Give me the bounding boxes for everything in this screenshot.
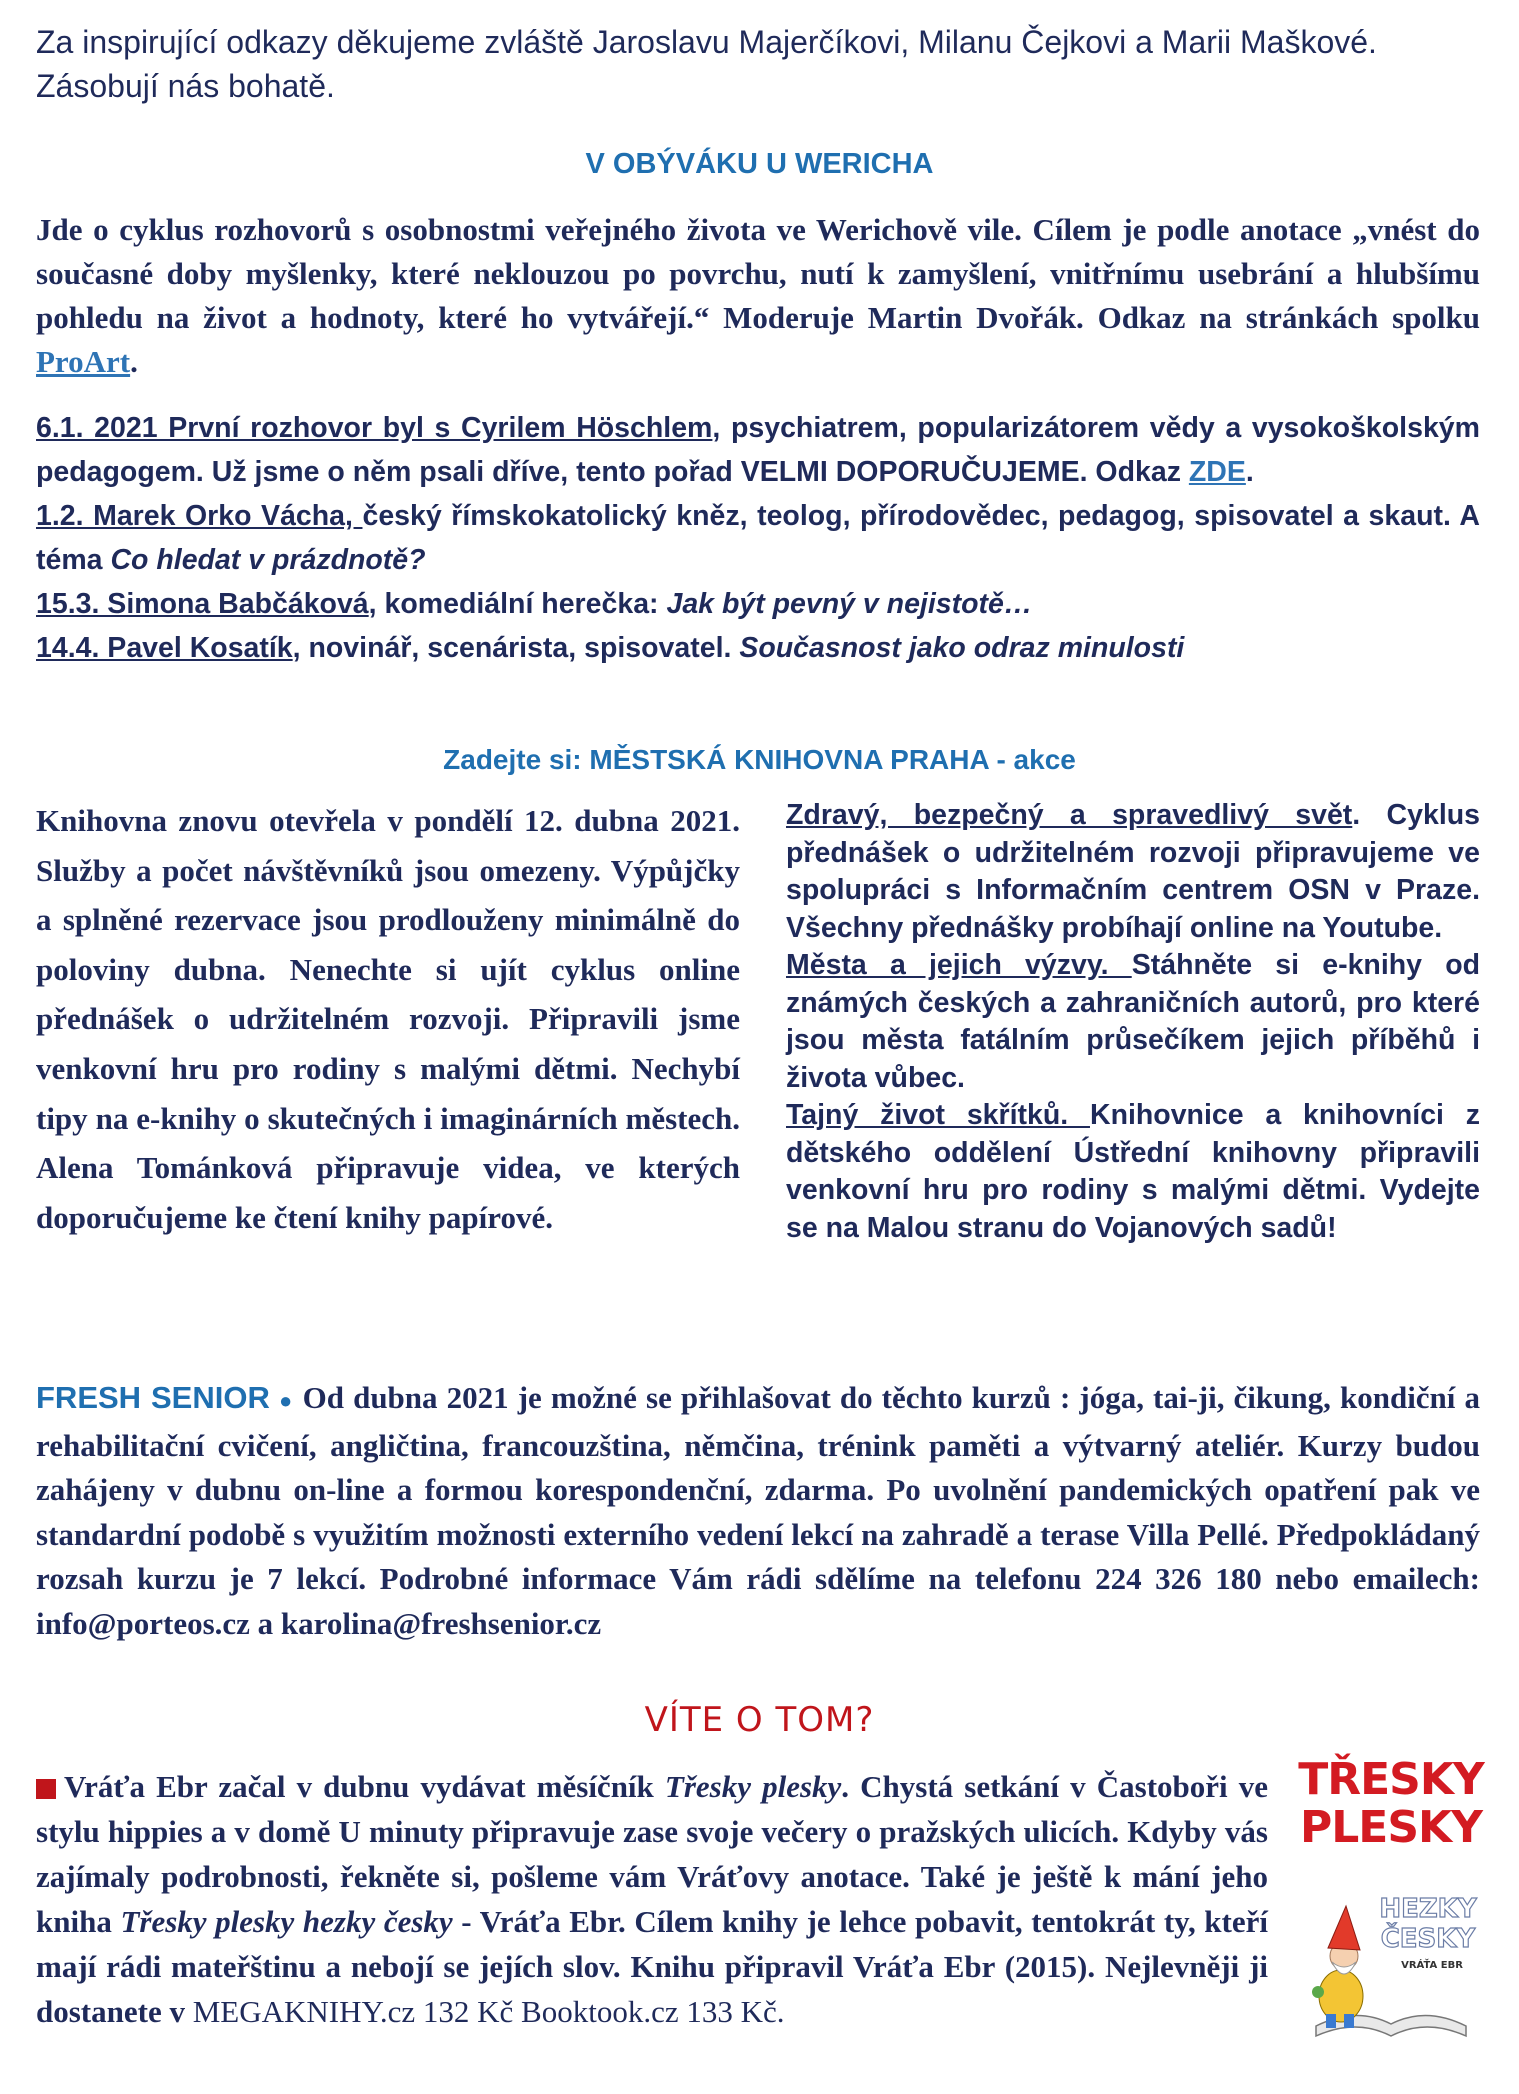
vite-prices: MEGAKNIHY.cz 132 Kč Booktook.cz 133 Kč.: [192, 1994, 785, 2029]
thanks-paragraph: [36, 20, 1476, 108]
book-author: VRÁŤA EBR: [1401, 1960, 1463, 1971]
program-title: Města a jejich výzvy.: [786, 949, 1132, 981]
fresh-senior-label: FRESH SENIOR: [36, 1380, 270, 1415]
proart-link[interactable]: ProArt: [36, 344, 131, 379]
event-item: [36, 494, 1480, 582]
event-date-name: 15.3. Simona Babčáková: [36, 588, 369, 620]
vite-paragraph: [36, 1764, 1268, 2034]
library-heading: Zadejte si: MĚSTSKÁ KNIHOVNA PRAHA - akce: [443, 744, 1076, 775]
tresky-plesky-logo: [1298, 1756, 1484, 1852]
event-date-name: 6.1. 2021 První rozhovor byl s Cyrilem Höschlem: [36, 412, 713, 444]
vite-title-2: Třesky plesky hezky česky: [120, 1904, 453, 1939]
event-item: [36, 406, 1480, 494]
werich-intro-end: .: [130, 344, 138, 379]
event-item: [36, 626, 1480, 670]
event-date-name: 14.4. Pavel Kosatík: [36, 632, 293, 664]
program-text: Knihovnice a knihovníci z dětského oddělení Ústřední knihovny připravili venkovní hru pro rodiny s malými dětmi. Vydejte se na Malou stranu do Vojanových sadů!: [786, 1099, 1480, 1244]
werich-intro: [36, 208, 1480, 384]
vite-title-1: Třesky plesky: [664, 1769, 842, 1804]
logo-line-1: TŘESKY: [1298, 1754, 1484, 1805]
vite-text-2: . Chystá setkání v Častoboři ve stylu hippies a v domě U minuty připravuje zase svoje večery o pražských ulicích. Kdyby vás zajímaly podrobnosti, řekněte si, pošleme vám Vráťovy anotace. Také je ještě k mání jeho kniha: [36, 1769, 1269, 1939]
library-program: [786, 1097, 1480, 1247]
library-right-column: [786, 797, 1480, 1247]
book-cover-illustration: [1296, 1886, 1484, 2046]
vite-text-1: Vráťa Ebr začal v dubnu vydávat měsíčník: [64, 1769, 665, 1804]
event-text: , novinář, scenárista, spisovatel.: [292, 632, 740, 664]
library-program: [786, 797, 1480, 947]
vite-text-3: - Vráťa Ebr. Cílem knihy je lehce pobavit, tentokrát ty, kteří mají rádi mateřštinu a nebojí se jejích slov. Knihu připravil Vráťa Ebr (2015). Nejlevněji ji dostanete v: [36, 1904, 1268, 2029]
werich-heading: V OBÝVÁKU U WERICHA: [585, 148, 934, 180]
fresh-senior-text: Od dubna 2021 je možné se přihlašovat do těchto kurzů : jóga, tai-ji, čikung, kondiční a rehabilitační cvičení, angličtina, francouzština, němčina, trénink paměti a výtvarný ateliér. Kurzy budou zahájeny v dubnu on-line a formou korespondenční, zdarma. Po uvolnění pandemických opatření pak ve standardní podobě s využitím možnosti externího vedení lekcí na zahradě a terase Villa Pellé. Předpokládaný rozsah kurzu je 7 lekcí. Podrobné informace Vám rádi sdělíme na telefonu 224 326 180 nebo emailech: info@porteos.cz a karolina@freshsenior.cz: [36, 1380, 1480, 1641]
library-left-text: Knihovna znovu otevřela v pondělí 12. dubna 2021. Služby a počet návštěvníků jsou omezeny. Výpůjčky a splněné rezervace jsou prodlouženy minimálně do poloviny dubna. Nenechte si ujít cyklus online přednášek o udržitelném rozvoji. Připravili jsme venkovní hru pro rodiny s malými dětmi. Nechybí tipy na e-knihy o skutečných i imaginárních městech. Alena Tománková připravuje videa, ve kterých doporučujeme ke čtení knihy papírové.: [36, 803, 740, 1235]
event-after: .: [1245, 456, 1254, 488]
red-square-icon: [36, 1779, 56, 1799]
zde-link[interactable]: ZDE: [1188, 456, 1246, 488]
event-topic: Co hledat v prázdnotě?: [110, 544, 426, 576]
program-text: Stáhněte si e-knihy od známých českých a zahraničních autorů, pro které jsou města fatálním průsečíkem jejich příběhů i života vůbec.: [786, 949, 1481, 1094]
werich-events: [36, 406, 1480, 670]
vite-heading: VÍTE O TOM?: [644, 1700, 875, 1740]
book-title-line-2: ČESKY: [1380, 1924, 1476, 1954]
event-text: , komediální herečka:: [368, 588, 667, 620]
event-item: [36, 582, 1480, 626]
book-title: [1374, 1894, 1482, 1954]
program-title: Tajný život skřítků.: [786, 1099, 1090, 1131]
logo-line-2: PLESKY: [1300, 1802, 1482, 1853]
werich-intro-text: Jde o cyklus rozhovorů s osobnostmi veřejného života ve Werichově vile. Cílem je podle anotace „vnést do současné doby myšlenky, které neklouzou po povrchu, nutí k zamyšlení, vnitřnímu usebrání a hlubšímu pohledu na život a hodnoty, které ho vytvářejí.“ Moderuje Martin Dvořák. Odkaz na stránkách spolku: [36, 212, 1480, 335]
library-left-column: [36, 796, 740, 1242]
book-title-line-1: HEZKY: [1379, 1894, 1477, 1924]
bullet-icon: ●: [278, 1388, 294, 1413]
event-topic: Současnost jako odraz minulosti: [739, 632, 1185, 664]
thanks-text: Za inspirující odkazy děkujeme zvláště Jaroslavu Majerčíkovi, Milanu Čejkovi a Marii Maškové. Zásobují nás bohatě.: [36, 24, 1377, 104]
event-text: , psychiatrem, popularizátorem vědy a vysokoškolským pedagogem. Už jsme o něm psali dříve, tento pořad VELMI DOPORUČUJEME. Odkaz: [36, 412, 1480, 488]
program-text: . Cyklus přednášek o udržitelném rozvoji připravujeme ve spolupráci s Informačním centrem OSN v Praze. Všechny přednášky probíhají online na Youtube.: [786, 799, 1480, 944]
program-title: Zdravý, bezpečný a spravedlivý svět: [786, 799, 1353, 831]
event-text: český římskokatolický kněz, teolog, přírodovědec, pedagog, spisovatel a skaut. A téma: [36, 500, 1480, 576]
event-topic: Jak být pevný v nejistotě…: [666, 588, 1033, 620]
event-date-name: 1.2. Marek Orko Vácha,: [36, 500, 363, 532]
fresh-senior-paragraph: [36, 1376, 1480, 1646]
library-program: [786, 947, 1480, 1097]
